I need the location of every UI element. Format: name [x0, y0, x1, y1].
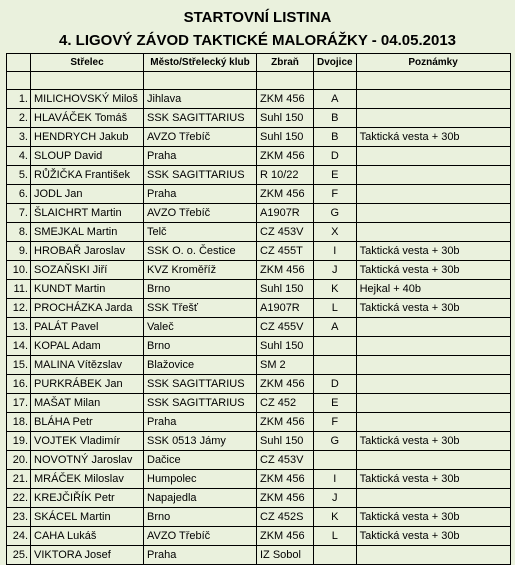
table-row: [7, 280, 511, 299]
header-weapon: Zbraň: [257, 54, 314, 72]
table-row: [7, 394, 511, 413]
cell-pair: K: [314, 508, 357, 527]
cell-pair: I: [314, 242, 357, 261]
cell-shooter: ŠLAICHRT Martin: [31, 204, 144, 223]
cell-number: 23.: [7, 508, 31, 527]
table-row: [7, 185, 511, 204]
cell-weapon: ZKM 456: [257, 261, 314, 280]
cell-pair: [314, 337, 357, 356]
cell-club: Praha: [144, 413, 257, 432]
cell-shooter: HENDRYCH Jakub: [31, 128, 144, 147]
cell-weapon: A1907R: [257, 299, 314, 318]
table-row: [7, 204, 511, 223]
cell-weapon: CZ 453V: [257, 223, 314, 242]
spacer-cell: [314, 72, 357, 90]
cell-weapon: Suhl 150: [257, 128, 314, 147]
document-subtitle: 4. LIGOVÝ ZÁVOD TAKTICKÉ MALORÁŽKY - 04.05.2013: [58, 32, 457, 49]
cell-club: SSK SAGITTARIUS: [144, 394, 257, 413]
cell-pair: B: [314, 109, 357, 128]
table-row: [7, 546, 511, 565]
cell-pair: A: [314, 318, 357, 337]
cell-shooter: KUNDT Martin: [31, 280, 144, 299]
cell-club: SSK SAGITTARIUS: [144, 109, 257, 128]
cell-notes: [356, 546, 510, 565]
cell-number: 11.: [7, 280, 31, 299]
cell-number: 13.: [7, 318, 31, 337]
cell-club: AVZO Třebíč: [144, 204, 257, 223]
table-row: [7, 166, 511, 185]
header-notes: Poznámky: [356, 54, 510, 72]
cell-weapon: ZKM 456: [257, 413, 314, 432]
spacer-cell: [31, 72, 144, 90]
cell-club: Humpolec: [144, 470, 257, 489]
cell-pair: L: [314, 299, 357, 318]
table-row: [7, 527, 511, 546]
cell-weapon: CZ 453V: [257, 451, 314, 470]
cell-shooter: SOZAŇSKI Jiří: [31, 261, 144, 280]
cell-club: Brno: [144, 337, 257, 356]
header-pair: Dvojice: [314, 54, 357, 72]
cell-pair: D: [314, 375, 357, 394]
cell-number: 25.: [7, 546, 31, 565]
table-row: [7, 242, 511, 261]
cell-shooter: HLAVÁČEK Tomáš: [31, 109, 144, 128]
cell-weapon: ZKM 456: [257, 185, 314, 204]
cell-pair: D: [314, 147, 357, 166]
cell-number: 18.: [7, 413, 31, 432]
cell-pair: I: [314, 470, 357, 489]
cell-weapon: ZKM 456: [257, 90, 314, 109]
cell-notes: Taktická vesta + 30b: [356, 261, 510, 280]
cell-weapon: Suhl 150: [257, 109, 314, 128]
cell-club: SSK SAGITTARIUS: [144, 166, 257, 185]
cell-weapon: ZKM 456: [257, 489, 314, 508]
cell-shooter: PALÁT Pavel: [31, 318, 144, 337]
cell-number: 8.: [7, 223, 31, 242]
cell-weapon: SM 2: [257, 356, 314, 375]
cell-notes: [356, 394, 510, 413]
cell-shooter: JODL Jan: [31, 185, 144, 204]
cell-club: AVZO Třebíč: [144, 128, 257, 147]
cell-number: 20.: [7, 451, 31, 470]
cell-shooter: VIKTORA Josef: [31, 546, 144, 565]
spacer-cell: [7, 72, 31, 90]
cell-club: Praha: [144, 185, 257, 204]
table-row: [7, 337, 511, 356]
cell-club: SSK Třešť: [144, 299, 257, 318]
cell-pair: [314, 356, 357, 375]
cell-weapon: Suhl 150: [257, 432, 314, 451]
cell-pair: [314, 546, 357, 565]
cell-weapon: ZKM 456: [257, 470, 314, 489]
cell-pair: L: [314, 527, 357, 546]
cell-notes: [356, 375, 510, 394]
cell-number: 6.: [7, 185, 31, 204]
cell-pair: G: [314, 432, 357, 451]
table-row: [7, 147, 511, 166]
cell-number: 3.: [7, 128, 31, 147]
cell-weapon: CZ 455V: [257, 318, 314, 337]
spacer-cell: [356, 72, 510, 90]
cell-notes: [356, 166, 510, 185]
header-number: [7, 54, 31, 72]
cell-club: AVZO Třebíč: [144, 527, 257, 546]
table-row: [7, 451, 511, 470]
cell-shooter: PROCHÁZKA Jarda: [31, 299, 144, 318]
cell-pair: J: [314, 489, 357, 508]
cell-club: Valeč: [144, 318, 257, 337]
spacer-cell: [144, 72, 257, 90]
header-club: Město/Střelecký klub: [144, 54, 257, 72]
cell-pair: J: [314, 261, 357, 280]
cell-notes: Hejkal + 40b: [356, 280, 510, 299]
cell-shooter: MRÁČEK Miloslav: [31, 470, 144, 489]
cell-shooter: KOPAL Adam: [31, 337, 144, 356]
cell-club: Blažovice: [144, 356, 257, 375]
cell-notes: [356, 204, 510, 223]
cell-notes: Taktická vesta + 30b: [356, 527, 510, 546]
table-row: [7, 356, 511, 375]
cell-club: Brno: [144, 508, 257, 527]
cell-number: 1.: [7, 90, 31, 109]
cell-shooter: KREJČIŘÍK Petr: [31, 489, 144, 508]
cell-number: 15.: [7, 356, 31, 375]
cell-notes: Taktická vesta + 30b: [356, 242, 510, 261]
cell-club: SSK O. o. Čestice: [144, 242, 257, 261]
cell-shooter: VOJTEK Vladimír: [31, 432, 144, 451]
table-row: [7, 489, 511, 508]
cell-club: SSK SAGITTARIUS: [144, 375, 257, 394]
cell-shooter: SMEJKAL Martin: [31, 223, 144, 242]
cell-pair: E: [314, 394, 357, 413]
cell-club: Dačice: [144, 451, 257, 470]
cell-number: 22.: [7, 489, 31, 508]
table-row: [7, 413, 511, 432]
cell-notes: Taktická vesta + 30b: [356, 508, 510, 527]
cell-number: 10.: [7, 261, 31, 280]
cell-pair: [314, 451, 357, 470]
cell-weapon: CZ 455T: [257, 242, 314, 261]
cell-shooter: CAHA Lukáš: [31, 527, 144, 546]
cell-weapon: ZKM 456: [257, 375, 314, 394]
cell-shooter: RŮŽIČKA František: [31, 166, 144, 185]
cell-notes: [356, 413, 510, 432]
cell-notes: [356, 318, 510, 337]
cell-weapon: CZ 452: [257, 394, 314, 413]
cell-pair: F: [314, 185, 357, 204]
cell-number: 9.: [7, 242, 31, 261]
table-row: [7, 299, 511, 318]
cell-club: Praha: [144, 546, 257, 565]
start-list-table: [6, 53, 511, 565]
cell-pair: X: [314, 223, 357, 242]
spacer-row: [7, 72, 511, 90]
table-row: [7, 432, 511, 451]
cell-pair: G: [314, 204, 357, 223]
cell-club: Jihlava: [144, 90, 257, 109]
cell-notes: [356, 147, 510, 166]
cell-weapon: Suhl 150: [257, 337, 314, 356]
cell-number: 19.: [7, 432, 31, 451]
cell-shooter: BLÁHA Petr: [31, 413, 144, 432]
cell-pair: K: [314, 280, 357, 299]
cell-weapon: ZKM 456: [257, 147, 314, 166]
table-row: [7, 109, 511, 128]
table-row: [7, 90, 511, 109]
cell-club: Praha: [144, 147, 257, 166]
cell-shooter: MILICHOVSKÝ Miloš: [31, 90, 144, 109]
cell-notes: [356, 356, 510, 375]
cell-number: 12.: [7, 299, 31, 318]
table-row: [7, 318, 511, 337]
cell-number: 16.: [7, 375, 31, 394]
table-row: [7, 128, 511, 147]
cell-number: 5.: [7, 166, 31, 185]
cell-weapon: R 10/22: [257, 166, 314, 185]
cell-notes: Taktická vesta + 30b: [356, 299, 510, 318]
cell-club: KVZ Kroměříž: [144, 261, 257, 280]
spacer-cell: [257, 72, 314, 90]
cell-notes: Taktická vesta + 30b: [356, 128, 510, 147]
cell-weapon: A1907R: [257, 204, 314, 223]
cell-notes: [356, 185, 510, 204]
cell-shooter: SKÁCEL Martin: [31, 508, 144, 527]
table-row: [7, 508, 511, 527]
cell-notes: [356, 451, 510, 470]
document-title: STARTOVNÍ LISTINA: [183, 9, 332, 26]
cell-weapon: Suhl 150: [257, 280, 314, 299]
cell-weapon: CZ 452S: [257, 508, 314, 527]
cell-shooter: PURKRÁBEK Jan: [31, 375, 144, 394]
cell-number: 2.: [7, 109, 31, 128]
cell-club: Napajedla: [144, 489, 257, 508]
cell-club: Telč: [144, 223, 257, 242]
cell-shooter: NOVOTNÝ Jaroslav: [31, 451, 144, 470]
cell-pair: F: [314, 413, 357, 432]
cell-notes: [356, 90, 510, 109]
cell-pair: B: [314, 128, 357, 147]
cell-shooter: MAŠAT Milan: [31, 394, 144, 413]
cell-pair: A: [314, 90, 357, 109]
cell-number: 21.: [7, 470, 31, 489]
cell-pair: E: [314, 166, 357, 185]
cell-notes: [356, 109, 510, 128]
cell-shooter: MALINA Vítězslav: [31, 356, 144, 375]
cell-club: SSK 0513 Jámy: [144, 432, 257, 451]
header-shooter: Střelec: [31, 54, 144, 72]
cell-number: 7.: [7, 204, 31, 223]
cell-number: 14.: [7, 337, 31, 356]
cell-notes: [356, 223, 510, 242]
cell-notes: [356, 489, 510, 508]
table-header-row: [7, 54, 511, 72]
cell-number: 4.: [7, 147, 31, 166]
cell-notes: [356, 337, 510, 356]
table-row: [7, 375, 511, 394]
cell-notes: Taktická vesta + 30b: [356, 432, 510, 451]
cell-weapon: IZ Sobol: [257, 546, 314, 565]
table-row: [7, 223, 511, 242]
cell-shooter: SLOUP David: [31, 147, 144, 166]
cell-notes: Taktická vesta + 30b: [356, 470, 510, 489]
cell-club: Brno: [144, 280, 257, 299]
cell-number: 17.: [7, 394, 31, 413]
table-row: [7, 261, 511, 280]
cell-number: 24.: [7, 527, 31, 546]
table-row: [7, 470, 511, 489]
cell-shooter: HROBAŘ Jaroslav: [31, 242, 144, 261]
cell-weapon: ZKM 456: [257, 527, 314, 546]
